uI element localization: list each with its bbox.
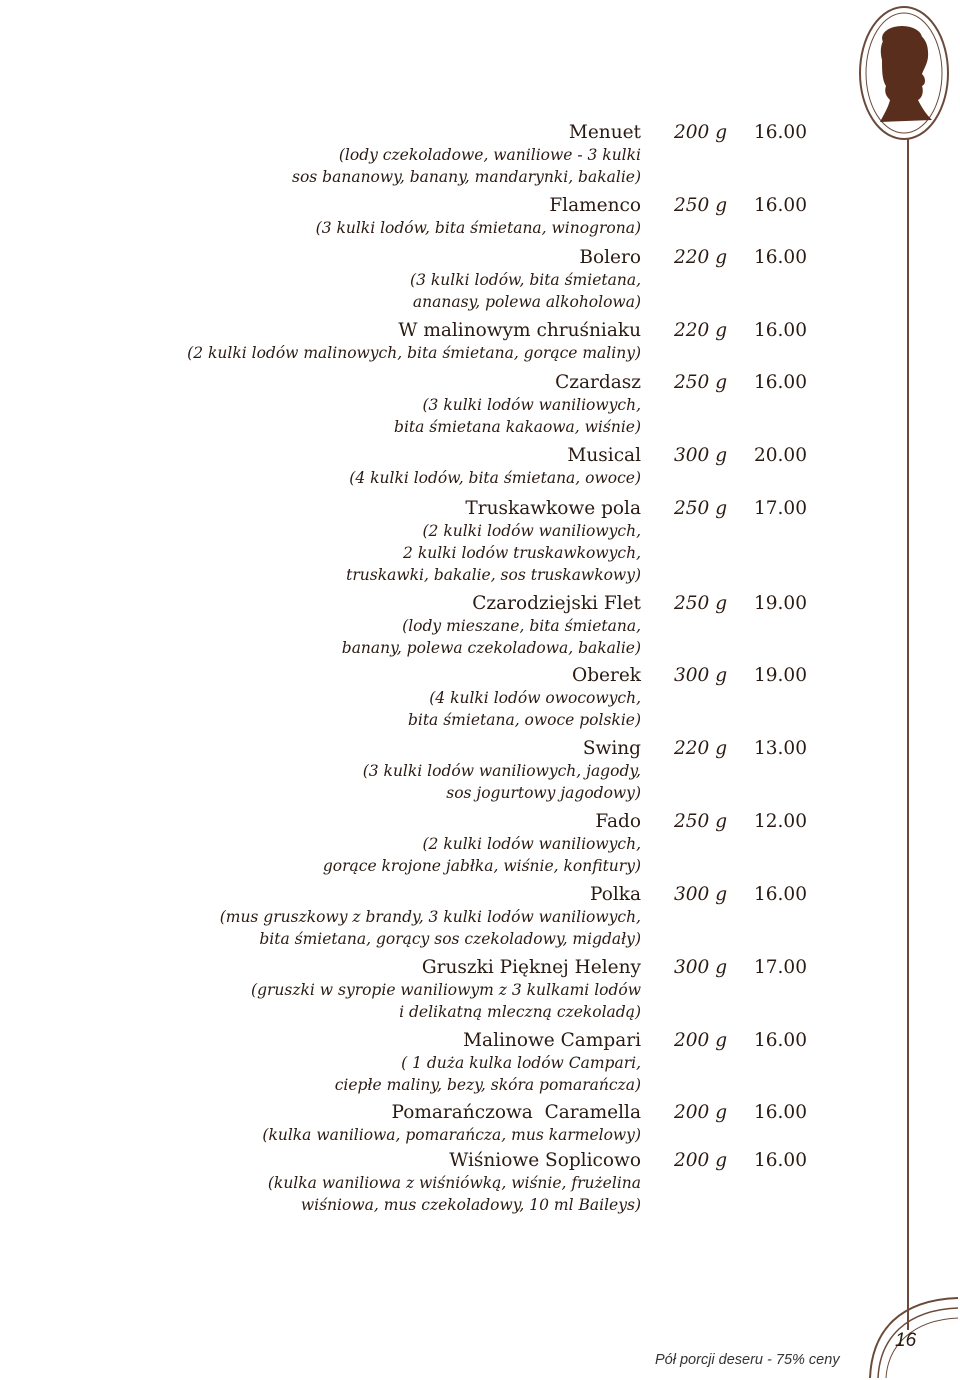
item-description: ananasy, polewa alkoholowa) <box>412 293 641 311</box>
menu-item-bolero <box>0 246 860 319</box>
item-description: ( 1 duża kulka lodów Campari, <box>401 1054 641 1072</box>
item-description: bita śmietana, gorący sos czekoladowy, migdały) <box>259 930 641 948</box>
menu-item-oberek <box>0 664 860 737</box>
menu-item-swing <box>0 737 860 810</box>
item-weight: 300 g <box>674 957 728 978</box>
item-description: 2 kulki lodów truskawkowych, <box>403 544 641 562</box>
item-name: Wiśniowe Soplicowo <box>449 1150 641 1171</box>
item-name: Swing <box>582 738 641 759</box>
menu-item-menuet <box>0 121 860 194</box>
item-price: 16.00 <box>754 372 807 393</box>
menu-item-w-malinowym-chrusniaku <box>0 319 860 371</box>
item-price: 16.00 <box>754 247 807 268</box>
item-weight: 220 g <box>674 320 728 341</box>
item-description: (lody czekoladowe, waniliowe - 3 kulki <box>338 146 641 164</box>
item-name: Czarodziejski Flet <box>472 593 641 614</box>
item-price: 16.00 <box>754 195 807 216</box>
menu-item-gruszki-pieknej-heleny <box>0 956 860 1029</box>
item-price: 16.00 <box>754 1102 807 1123</box>
item-weight: 250 g <box>674 195 728 216</box>
item-price: 17.00 <box>754 498 807 519</box>
item-description: (kulka waniliowa, pomarańcza, mus karmelowy) <box>262 1126 641 1144</box>
item-weight: 200 g <box>674 1030 728 1051</box>
item-price: 16.00 <box>754 320 807 341</box>
item-description: bita śmietana kakaowa, wiśnie) <box>394 418 641 436</box>
item-name: Flamenco <box>549 195 641 216</box>
item-name: Malinowe Campari <box>463 1030 641 1051</box>
item-price: 16.00 <box>754 1150 807 1171</box>
item-name: Gruszki Pięknej Heleny <box>421 957 641 978</box>
item-description: banany, polewa czekoladowa, bakalie) <box>341 639 641 657</box>
item-price: 16.00 <box>754 1030 807 1051</box>
item-weight: 300 g <box>674 665 728 686</box>
item-description: (2 kulki lodów waniliowych, <box>422 522 641 540</box>
item-description: (3 kulki lodów waniliowych, jagody, <box>362 762 641 780</box>
menu-item-czardasz <box>0 371 860 444</box>
page-number: 16 <box>895 1330 917 1351</box>
item-name: Oberek <box>572 665 641 686</box>
item-price: 16.00 <box>754 122 807 143</box>
item-weight: 250 g <box>674 498 728 519</box>
item-description: (4 kulki lodów, bita śmietana, owoce) <box>349 469 641 487</box>
item-name: Truskawkowe pola <box>465 498 641 519</box>
item-weight: 220 g <box>674 247 728 268</box>
item-description: (3 kulki lodów, bita śmietana, <box>410 271 641 289</box>
item-description: (4 kulki lodów owocowych, <box>429 689 641 707</box>
item-name: Czardasz <box>555 372 641 393</box>
item-weight: 200 g <box>674 122 728 143</box>
item-description: i delikatną mleczną czekoladą) <box>399 1003 641 1021</box>
menu-item-pomaranczowa-caramella <box>0 1101 860 1149</box>
item-description: wiśniowa, mus czekoladowy, 10 ml Baileys) <box>300 1196 641 1214</box>
item-description: (mus gruszkowy z brandy, 3 kulki lodów waniliowych, <box>219 908 641 926</box>
item-name: Polka <box>590 884 641 905</box>
item-description: (2 kulki lodów waniliowych, <box>422 835 641 853</box>
item-description: (2 kulki lodów malinowych, bita śmietana, gorące maliny) <box>187 344 641 362</box>
item-description: sos jogurtowy jagodowy) <box>446 784 641 802</box>
menu-item-polka <box>0 883 860 956</box>
item-name: Menuet <box>568 122 641 143</box>
item-description: (kulka waniliowa z wiśniówką, wiśnie, frużelina <box>267 1174 641 1192</box>
item-description: (3 kulki lodów waniliowych, <box>422 396 641 414</box>
item-description: bita śmietana, owoce polskie) <box>407 711 641 729</box>
item-description: truskawki, bakalie, sos truskawkowy) <box>346 566 641 584</box>
item-description: sos bananowy, banany, mandarynki, bakalie) <box>292 168 641 186</box>
item-price: 19.00 <box>754 665 807 686</box>
dessert-menu <box>0 121 860 1222</box>
menu-item-czarodziejski-flet <box>0 592 860 664</box>
item-price: 16.00 <box>754 884 807 905</box>
item-price: 17.00 <box>754 957 807 978</box>
item-name: Musical <box>567 445 641 466</box>
item-name: Pomarańczowa Caramella <box>391 1102 641 1123</box>
item-description: (3 kulki lodów, bita śmietana, winogrona) <box>315 219 641 237</box>
item-weight: 250 g <box>674 593 728 614</box>
item-weight: 300 g <box>674 884 728 905</box>
menu-item-flamenco <box>0 194 860 246</box>
item-price: 19.00 <box>754 593 807 614</box>
page-border-line <box>907 120 909 1330</box>
item-name: Fado <box>595 811 641 832</box>
item-weight: 220 g <box>674 738 728 759</box>
item-description: (gruszki w syropie waniliowym z 3 kulkami lodów <box>251 981 641 999</box>
item-weight: 200 g <box>674 1150 728 1171</box>
item-price: 20.00 <box>754 445 807 466</box>
menu-item-wisniowe-soplicowo <box>0 1149 860 1222</box>
item-weight: 200 g <box>674 1102 728 1123</box>
menu-item-malinowe-campari <box>0 1029 860 1101</box>
item-weight: 250 g <box>674 811 728 832</box>
menu-item-musical <box>0 444 860 497</box>
item-description: ciepłe maliny, bezy, skóra pomarańcza) <box>334 1076 641 1094</box>
menu-item-fado <box>0 810 860 883</box>
item-description: (lody mieszane, bita śmietana, <box>402 617 641 635</box>
cameo-silhouette-icon <box>852 0 952 150</box>
item-price: 13.00 <box>754 738 807 759</box>
item-weight: 300 g <box>674 445 728 466</box>
item-name: Bolero <box>579 247 641 268</box>
item-description: gorące krojone jabłka, wiśnie, konfitury) <box>322 857 641 875</box>
menu-item-truskawkowe-pola <box>0 497 860 592</box>
item-price: 12.00 <box>754 811 807 832</box>
item-name: W malinowym chruśniaku <box>398 320 641 341</box>
half-portion-note: Pół porcji deseru - 75% ceny <box>655 1352 840 1368</box>
item-weight: 250 g <box>674 372 728 393</box>
